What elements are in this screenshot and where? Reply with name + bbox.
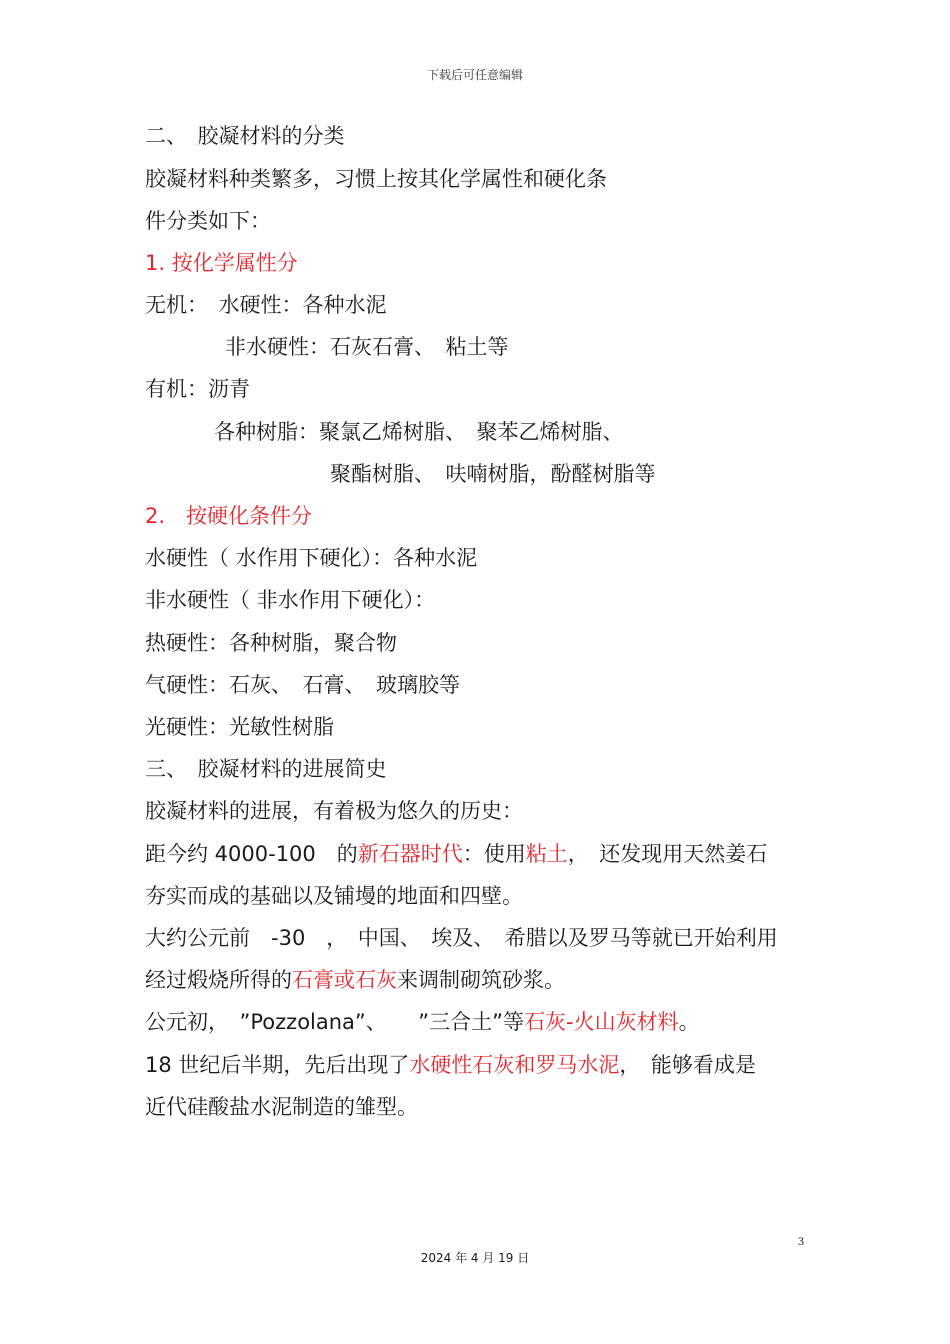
subheading-hardening: 2. 按硬化条件分 bbox=[145, 504, 313, 528]
highlight-roman-cement: 水硬性石灰和罗马水泥 bbox=[409, 1053, 620, 1077]
list-item-inorganic: 无机： 水硬性：各种水泥 bbox=[145, 293, 387, 317]
highlight-clay: 粘土 bbox=[525, 842, 568, 866]
page-number: 3 bbox=[798, 1234, 804, 1248]
subheading-chemical: 1. 按化学属性分 bbox=[145, 251, 298, 275]
paragraph-line: 经过煅烧所得的石膏或石灰来调制砌筑砂浆。 bbox=[145, 968, 565, 992]
paragraph-line: 胶凝材料的进展，有着极为悠久的历史： bbox=[145, 799, 523, 823]
highlight-lime-volcanic: 石灰-火山灰材料 bbox=[524, 1010, 679, 1034]
list-item-resins: 各种树脂：聚氯乙烯树脂、 聚苯乙烯树脂、 bbox=[214, 420, 624, 444]
paragraph-line: 近代硅酸盐水泥制造的雏型。 bbox=[145, 1095, 418, 1119]
list-item-resins-cont: 聚酯树脂、 呋喃树脂，酚醛树脂等 bbox=[330, 462, 656, 486]
list-item-thermo: 热硬性：各种树脂，聚合物 bbox=[145, 631, 397, 655]
highlight-neolithic: 新石器时代 bbox=[357, 842, 463, 866]
list-item-light: 光硬性：光敏性树脂 bbox=[145, 715, 334, 739]
list-item-air: 气硬性：石灰、 石膏、 玻璃胶等 bbox=[145, 673, 460, 697]
list-item-non-hydraulic-2: 非水硬性（ 非水作用下硬化）： bbox=[145, 588, 436, 612]
section-heading-history: 三、 胶凝材料的进展简史 bbox=[145, 757, 387, 781]
paragraph-line: 大约公元前 -30 ， 中国、 埃及、 希腊以及罗马等就已开始利用 bbox=[145, 926, 778, 950]
paragraph-line: 胶凝材料种类繁多，习惯上按其化学属性和硬化条 bbox=[145, 167, 607, 191]
paragraph-line: 距今约 4000-100 的新石器时代：使用粘土， 还发现用天然姜石 bbox=[145, 842, 768, 866]
list-item-non-hydraulic: 非水硬性：石灰石膏、 粘土等 bbox=[225, 335, 509, 359]
paragraph-line: 18 世纪后半期，先后出现了水硬性石灰和罗马水泥， 能够看成是 bbox=[145, 1053, 756, 1077]
footer-date: 2024 年 4 月 19 日 bbox=[420, 1251, 530, 1265]
paragraph-line: 公元初， ”Pozzolana”、 ”三合土”等石灰-火山灰材料。 bbox=[145, 1010, 700, 1034]
highlight-gypsum-lime: 石膏或石灰 bbox=[292, 968, 397, 992]
list-item-hydraulic: 水硬性（ 水作用下硬化）：各种水泥 bbox=[145, 546, 478, 570]
paragraph-line: 件分类如下： bbox=[145, 209, 271, 233]
paragraph-line: 夯实而成的基础以及铺墁的地面和四壁。 bbox=[145, 884, 523, 908]
list-item-organic: 有机：沥青 bbox=[145, 377, 250, 401]
page-header: 下载后可任意编辑 bbox=[426, 68, 523, 82]
section-heading-classification: 二、 胶凝材料的分类 bbox=[145, 124, 345, 148]
